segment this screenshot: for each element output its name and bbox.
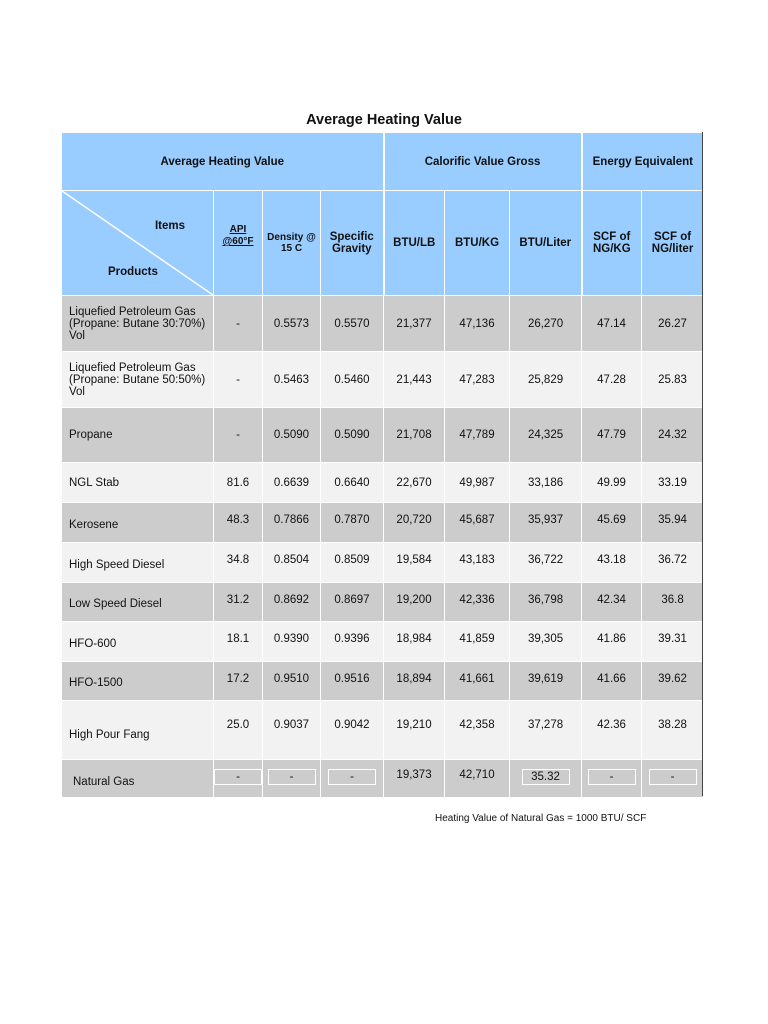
- product-name: Low Speed Diesel: [62, 583, 214, 622]
- product-name: HFO-600: [62, 622, 214, 662]
- btu-kg-value: 42,358: [445, 701, 510, 760]
- api-value: 17.2: [214, 662, 263, 701]
- density-value: 0.7866: [263, 503, 321, 543]
- btu-lb-value: 18,894: [384, 662, 445, 701]
- product-name: Kerosene: [62, 503, 214, 543]
- scf-kg-value: 49.99: [582, 463, 642, 503]
- btu-kg-value: 47,789: [445, 408, 510, 463]
- header-group-energy-equivalent: Energy Equivalent: [582, 133, 704, 191]
- table-row: [62, 760, 704, 798]
- btu-kg-value: 47,136: [445, 296, 510, 352]
- btu-liter-value: 35,937: [510, 503, 582, 543]
- header-group-average-heating-value: Average Heating Value: [62, 133, 384, 191]
- api-value: 81.6: [214, 463, 263, 503]
- product-name: Liquefied Petroleum Gas (Propane: Butane 30:70%) Vol: [62, 296, 214, 352]
- specific-gravity-value: 0.9516: [321, 662, 384, 701]
- btu-kg-value: 41,859: [445, 622, 510, 662]
- product-name: High Pour Fang: [62, 701, 214, 760]
- density-value: 0.9037: [263, 701, 321, 760]
- api-value: -: [214, 296, 263, 352]
- header-items-products-cell: [62, 191, 214, 296]
- api-value: -: [214, 408, 263, 463]
- btu-liter-value: 37,278: [510, 701, 582, 760]
- btu-lb-value: 21,377: [384, 296, 445, 352]
- specific-gravity-value: 0.7870: [321, 503, 384, 543]
- density-value: 0.9510: [263, 662, 321, 701]
- density-value: 0.8504: [263, 543, 321, 583]
- scf-kg-value: 43.18: [582, 543, 642, 583]
- btu-liter-value: [510, 760, 582, 798]
- product-name: HFO-1500: [62, 662, 214, 701]
- density-value: 0.9390: [263, 622, 321, 662]
- specific-gravity-value: 0.9396: [321, 622, 384, 662]
- btu-lb-value: 19,373: [384, 760, 445, 798]
- specific-gravity-value: 0.5570: [321, 296, 384, 352]
- scf-kg-value: 47.28: [582, 352, 642, 408]
- scf-liter-value: 38.28: [642, 701, 704, 760]
- btu-lb-value: 19,584: [384, 543, 445, 583]
- api-value: 48.3: [214, 503, 263, 543]
- header-api: [214, 191, 263, 296]
- api-value: 25.0: [214, 701, 263, 760]
- btu-kg-value: 47,283: [445, 352, 510, 408]
- btu-kg-value: 41,661: [445, 662, 510, 701]
- table-row: [62, 408, 704, 463]
- scf-liter-value: 35.94: [642, 503, 704, 543]
- density-value: 0.5463: [263, 352, 321, 408]
- scf-liter-value: 39.31: [642, 622, 704, 662]
- scf-liter-value: 36.72: [642, 543, 704, 583]
- density-value: 0.6639: [263, 463, 321, 503]
- scf-liter-value: 39.62: [642, 662, 704, 701]
- api-value: -: [214, 352, 263, 408]
- api-label: API @60°F: [222, 224, 254, 247]
- btu-liter-value: 36,798: [510, 583, 582, 622]
- btu-lb-value: 18,984: [384, 622, 445, 662]
- btu-liter-value: 26,270: [510, 296, 582, 352]
- btu-kg-value: 42,336: [445, 583, 510, 622]
- btu-liter-value: 36,722: [510, 543, 582, 583]
- scf-liter-value: 25.83: [642, 352, 704, 408]
- table-row: [62, 701, 704, 760]
- footnote: Heating Value of Natural Gas = 1000 BTU/ SCF: [435, 813, 647, 824]
- scf-kg-value: 47.79: [582, 408, 642, 463]
- btu-kg-value: 43,183: [445, 543, 510, 583]
- btu-liter-value: 39,619: [510, 662, 582, 701]
- scf-kg-value: [582, 760, 642, 798]
- btu-lb-value: 20,720: [384, 503, 445, 543]
- header-density: Density @ 15 C: [263, 191, 321, 296]
- header-btu-kg: BTU/KG: [445, 191, 510, 296]
- items-label: Items: [154, 220, 185, 232]
- scf-liter-value: 26.27: [642, 296, 704, 352]
- density-value: [263, 760, 321, 798]
- scf-liter-value-box: -: [649, 769, 697, 785]
- api-value: 18.1: [214, 622, 263, 662]
- btu-lb-value: 19,200: [384, 583, 445, 622]
- heating-value-table: [61, 132, 704, 798]
- table-row: [62, 543, 704, 583]
- header-group-calorific-value: Calorific Value Gross: [384, 133, 582, 191]
- api-value-box: -: [214, 769, 262, 785]
- table-row: [62, 296, 704, 352]
- diagonal-divider: [62, 191, 213, 295]
- api-value: [214, 760, 263, 798]
- specific-gravity-value-box: -: [328, 769, 376, 785]
- table-row: [62, 463, 704, 503]
- specific-gravity-value: 0.6640: [321, 463, 384, 503]
- scf-kg-value: 41.66: [582, 662, 642, 701]
- api-value: 34.8: [214, 543, 263, 583]
- scf-liter-value: 24.32: [642, 408, 704, 463]
- product-name: NGL Stab: [62, 463, 214, 503]
- scf-liter-value: [642, 760, 704, 798]
- btu-liter-value-box: 35.32: [522, 769, 570, 785]
- page-title: Average Heating Value: [306, 112, 462, 128]
- header-scf-ng-liter: SCF of NG/liter: [642, 191, 704, 296]
- density-value: 0.5573: [263, 296, 321, 352]
- header-btu-lb: BTU/LB: [384, 191, 445, 296]
- btu-liter-value: 25,829: [510, 352, 582, 408]
- product-name: Liquefied Petroleum Gas (Propane: Butane 50:50%) Vol: [62, 352, 214, 408]
- scf-kg-value: 41.86: [582, 622, 642, 662]
- scf-kg-value-box: -: [588, 769, 636, 785]
- table-row: [62, 503, 704, 543]
- table-row: [62, 662, 704, 701]
- product-name: Propane: [62, 408, 214, 463]
- specific-gravity-value: 0.9042: [321, 701, 384, 760]
- scf-kg-value: 45.69: [582, 503, 642, 543]
- header-specific-gravity: Specific Gravity: [321, 191, 384, 296]
- table-row: [62, 352, 704, 408]
- product-name: Natural Gas: [62, 760, 214, 798]
- specific-gravity-value: 0.5460: [321, 352, 384, 408]
- btu-kg-value: 42,710: [445, 760, 510, 798]
- header-scf-ng-kg: SCF of NG/KG: [582, 191, 642, 296]
- scf-liter-value: 36.8: [642, 583, 704, 622]
- btu-liter-value: 39,305: [510, 622, 582, 662]
- density-value-box: -: [268, 769, 316, 785]
- scf-liter-value: 33.19: [642, 463, 704, 503]
- api-value: 31.2: [214, 583, 263, 622]
- specific-gravity-value: 0.8697: [321, 583, 384, 622]
- btu-lb-value: 21,443: [384, 352, 445, 408]
- btu-lb-value: 19,210: [384, 701, 445, 760]
- btu-lb-value: 22,670: [384, 463, 445, 503]
- specific-gravity-value: 0.5090: [321, 408, 384, 463]
- scf-kg-value: 47.14: [582, 296, 642, 352]
- table-row: [62, 622, 704, 662]
- specific-gravity-value: [321, 760, 384, 798]
- header-btu-liter: BTU/Liter: [510, 191, 582, 296]
- btu-liter-value: 24,325: [510, 408, 582, 463]
- table-right-border: [702, 132, 703, 796]
- btu-kg-value: 49,987: [445, 463, 510, 503]
- scf-kg-value: 42.34: [582, 583, 642, 622]
- btu-kg-value: 45,687: [445, 503, 510, 543]
- product-name: High Speed Diesel: [62, 543, 214, 583]
- specific-gravity-value: 0.8509: [321, 543, 384, 583]
- scf-kg-value: 42.36: [582, 701, 642, 760]
- density-value: 0.5090: [263, 408, 321, 463]
- density-value: 0.8692: [263, 583, 321, 622]
- products-label: Products: [108, 266, 158, 278]
- table-row: [62, 583, 704, 622]
- btu-lb-value: 21,708: [384, 408, 445, 463]
- btu-liter-value: 33,186: [510, 463, 582, 503]
